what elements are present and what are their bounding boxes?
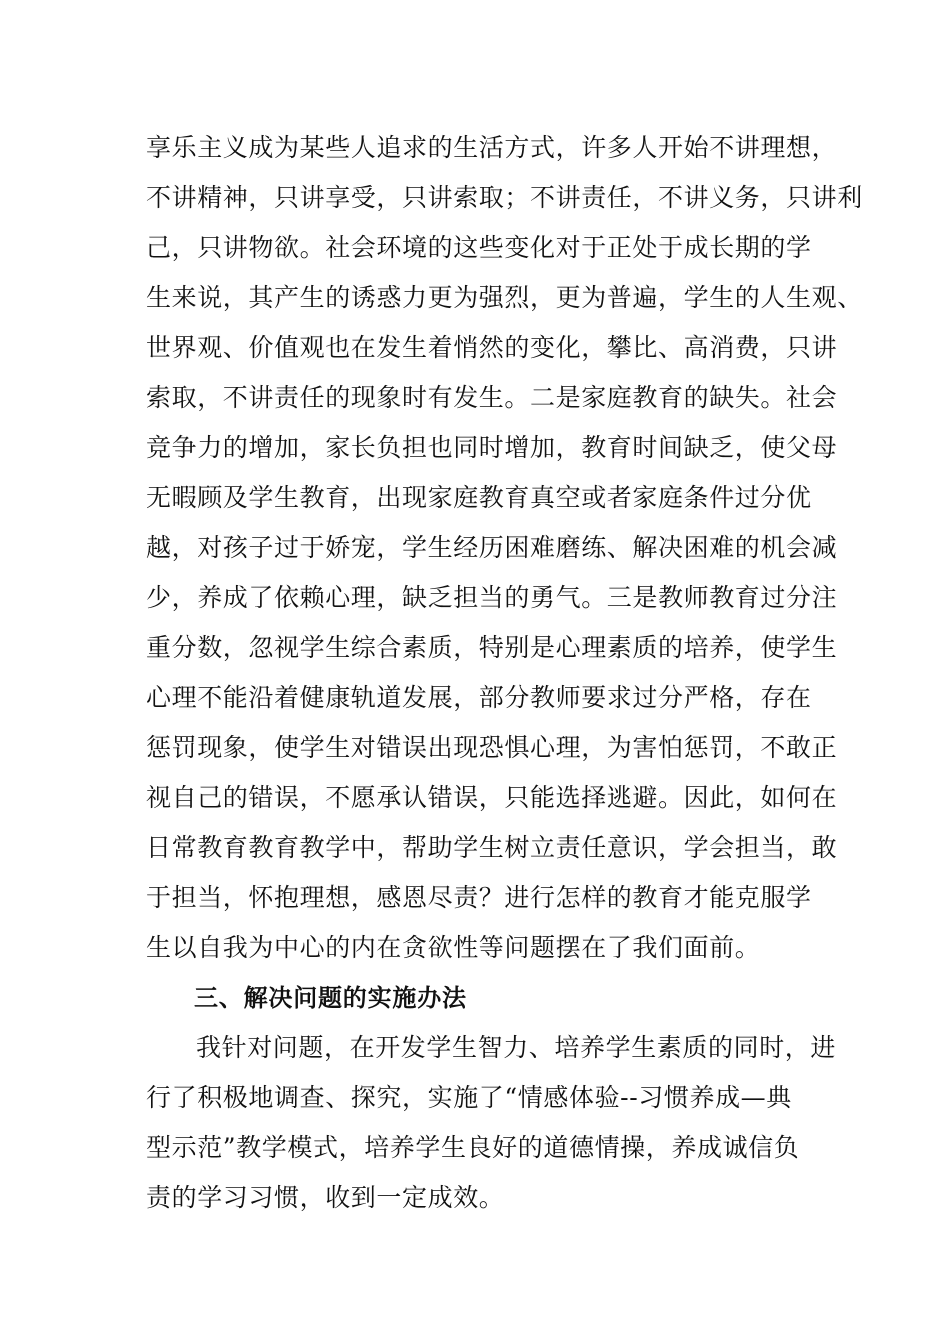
paragraph-line: 视自己的错误，不愿承认错误，只能选择逃避。因此，如何在 bbox=[146, 783, 838, 812]
paragraph-line: 索取，不讲责任的现象时有发生。二是家庭教育的缺失。社会 bbox=[146, 383, 838, 412]
paragraph-line: 己，只讲物欲。社会环境的这些变化对于正处于成长期的学 bbox=[146, 233, 812, 262]
paragraph-line: 生来说，其产生的诱惑力更为强烈，更为普遍，学生的人生观、 bbox=[146, 283, 863, 312]
paragraph-line: 无暇顾及学生教育，出现家庭教育真空或者家庭条件过分优 bbox=[146, 483, 812, 512]
paragraph-line: 竞争力的增加，家长负担也同时增加，教育时间缺乏，使父母 bbox=[146, 433, 838, 462]
paragraph-line: 惩罚现象，使学生对错误出现恐惧心理，为害怕惩罚，不敢正 bbox=[146, 733, 838, 762]
paragraph-line: 少，养成了依赖心理，缺乏担当的勇气。三是教师教育过分注 bbox=[146, 583, 838, 612]
paragraph-line: 我针对问题，在开发学生智力、培养学生素质的同时，进 bbox=[196, 1033, 837, 1062]
paragraph-line: 享乐主义成为某些人追求的生活方式，许多人开始不讲理想， bbox=[146, 133, 838, 162]
paragraph-line: 于担当，怀抱理想，感恩尽责？进行怎样的教育才能克服学 bbox=[146, 883, 812, 912]
paragraph-line: 生以自我为中心的内在贪欲性等问题摆在了我们面前。 bbox=[146, 933, 761, 962]
paragraph-line: 世界观、价值观也在发生着悄然的变化，攀比、高消费，只讲 bbox=[146, 333, 838, 362]
section-heading: 三、解决问题的实施办法 bbox=[194, 984, 467, 1012]
paragraph-line: 重分数，忽视学生综合素质，特别是心理素质的培养，使学生 bbox=[146, 633, 838, 662]
paragraph-line: 型示范”教学模式，培养学生良好的道德情操，养成诚信负 bbox=[146, 1133, 800, 1162]
paragraph-line: 行了积极地调查、探究，实施了“情感体验--习惯养成—典 bbox=[146, 1083, 792, 1112]
paragraph-line: 心理不能沿着健康轨道发展，部分教师要求过分严格，存在 bbox=[146, 683, 812, 712]
paragraph-line: 不讲精神，只讲享受，只讲索取；不讲责任，不讲义务，只讲利 bbox=[146, 183, 863, 212]
paragraph-line: 责的学习习惯，收到一定成效。 bbox=[146, 1183, 505, 1212]
paragraph-line: 越，对孩子过于娇宠，学生经历困难磨练、解决困难的机会减 bbox=[146, 533, 838, 562]
paragraph-line: 日常教育教育教学中，帮助学生树立责任意识，学会担当，敢 bbox=[146, 833, 838, 862]
